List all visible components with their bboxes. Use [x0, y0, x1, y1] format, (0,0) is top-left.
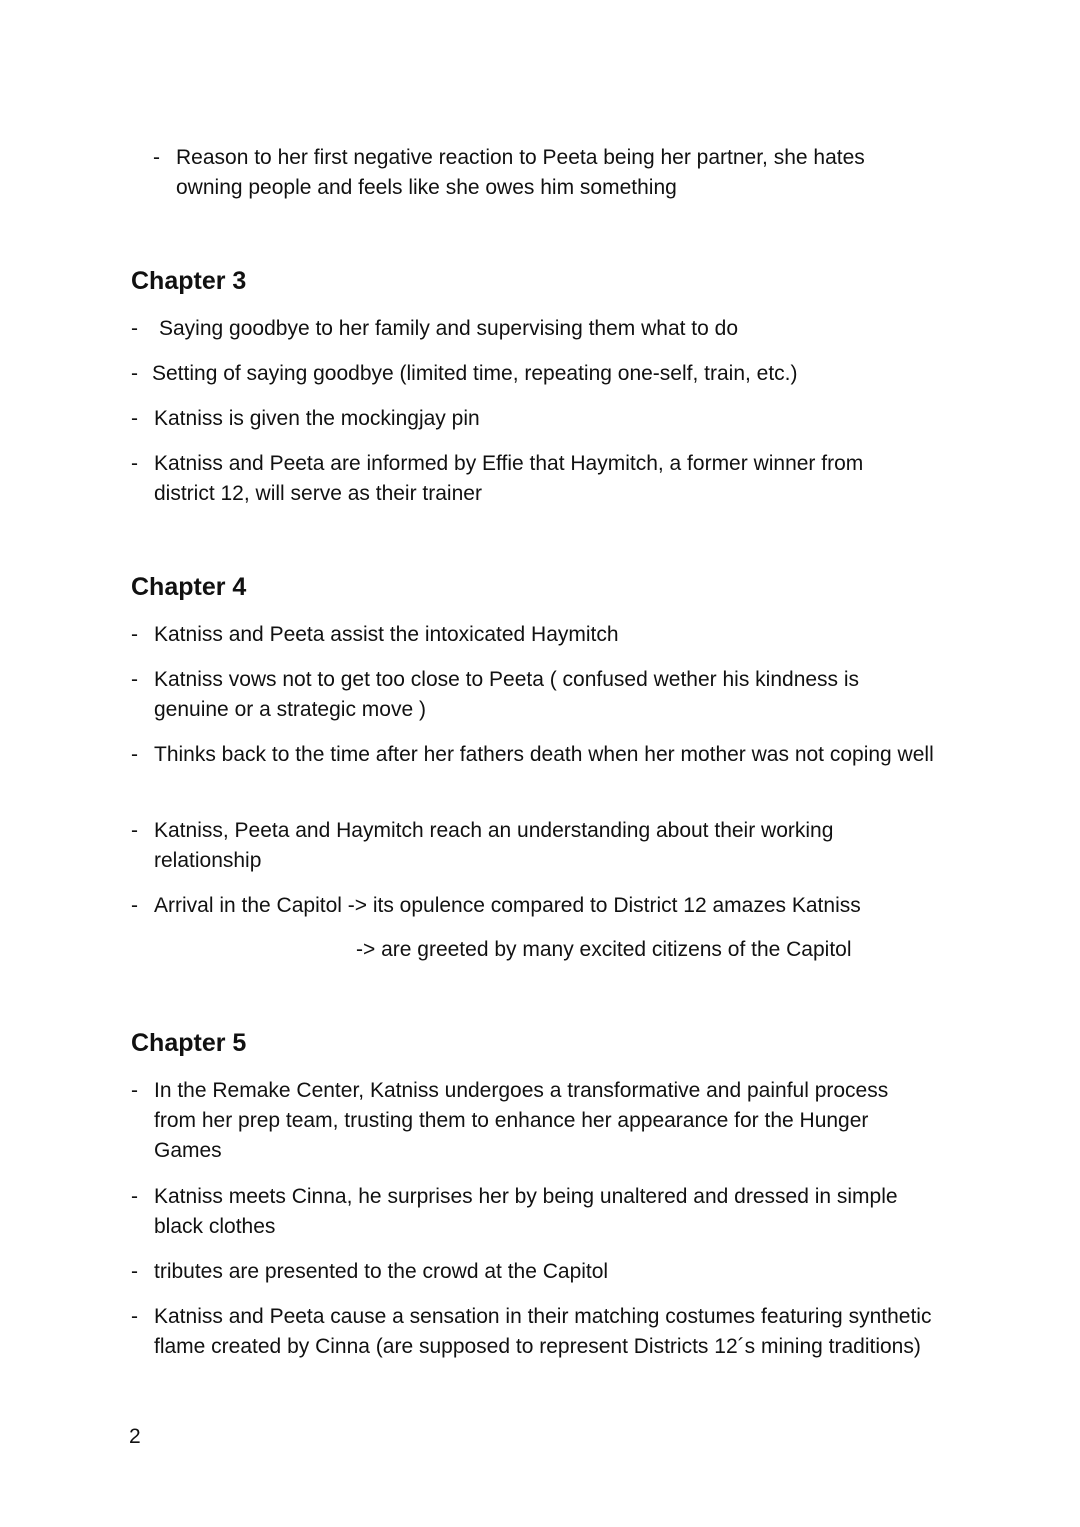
bullet-text: Katniss and Peeta assist the intoxicated Haymitch [154, 623, 619, 646]
bullet-text: Arrival in the Capitol -> its opulence compared to District 12 amazes Katniss [154, 894, 861, 917]
bullet-dash: - [131, 452, 138, 475]
chapter-heading: Chapter 4 [131, 573, 247, 601]
bullet-dash: - [131, 623, 138, 646]
bullet-dash: - [131, 894, 138, 917]
list-item [131, 891, 951, 921]
bullet-dash: - [153, 146, 160, 169]
bullet-dash: - [131, 819, 138, 842]
list-item [131, 1302, 951, 1362]
list-item [131, 665, 921, 725]
bullet-text: Katniss vows not to get too close to Peeta ( confused wether his kindness is genuine or a strategic move ) [154, 668, 860, 721]
bullet-text: Katniss, Peeta and Haymitch reach an understanding about their working relationship [154, 819, 834, 872]
bullet-dash: - [131, 1185, 138, 1208]
list-item [131, 404, 931, 434]
bullet-text: Katniss and Peeta cause a sensation in their matching costumes featuring synthetic flame created by Cinna (are supposed to represent Districts 12´s mining traditions) [154, 1305, 932, 1358]
chapter-heading: Chapter 3 [131, 267, 247, 295]
chapter-heading: Chapter 5 [131, 1029, 247, 1057]
bullet-dash: - [131, 1305, 138, 1328]
bullet-text: Saying goodbye to her family and supervising them what to do [159, 317, 739, 340]
bullet-dash: - [131, 317, 138, 340]
list-item [131, 359, 931, 389]
bullet-text: Katniss is given the mockingjay pin [154, 407, 480, 430]
bullet-dash: - [131, 1260, 138, 1283]
bullet-dash: - [131, 743, 138, 766]
bullet-text: In the Remake Center, Katniss undergoes a transformative and painful process from her prep team, trusting them to enhance her appearance for the Hunger Games [154, 1079, 889, 1162]
list-item [131, 1257, 931, 1287]
list-item [131, 1076, 931, 1166]
list-item [131, 1182, 936, 1242]
list-item [131, 620, 931, 650]
list-item [131, 740, 946, 770]
page-number: 2 [129, 1425, 141, 1448]
bullet-text: tributes are presented to the crowd at the Capitol [154, 1260, 609, 1283]
bullet-text: Reason to her first negative reaction to Peeta being her partner, she hates owning people and feels like she owes him something [176, 146, 865, 199]
bullet-dash: - [131, 362, 138, 385]
bullet-text: Katniss and Peeta are informed by Effie that Haymitch, a former winner from district 12, will serve as their trainer [154, 452, 864, 505]
bullet-dash: - [131, 1079, 138, 1102]
bullet-text: Katniss meets Cinna, he surprises her by being unaltered and dressed in simple black clothes [154, 1185, 898, 1238]
list-item [131, 816, 921, 876]
bullet-dash: - [131, 668, 138, 691]
bullet-text: Setting of saying goodbye (limited time, repeating one-self, train, etc.) [152, 362, 798, 385]
list-item [131, 314, 931, 344]
bullet-text: Thinks back to the time after her fathers death when her mother was not coping well [154, 743, 934, 766]
list-item-continuation: -> are greeted by many excited citizens of the Capitol [356, 938, 852, 961]
intro-bullet [153, 143, 913, 203]
bullet-dash: - [131, 407, 138, 430]
list-item [131, 449, 921, 509]
